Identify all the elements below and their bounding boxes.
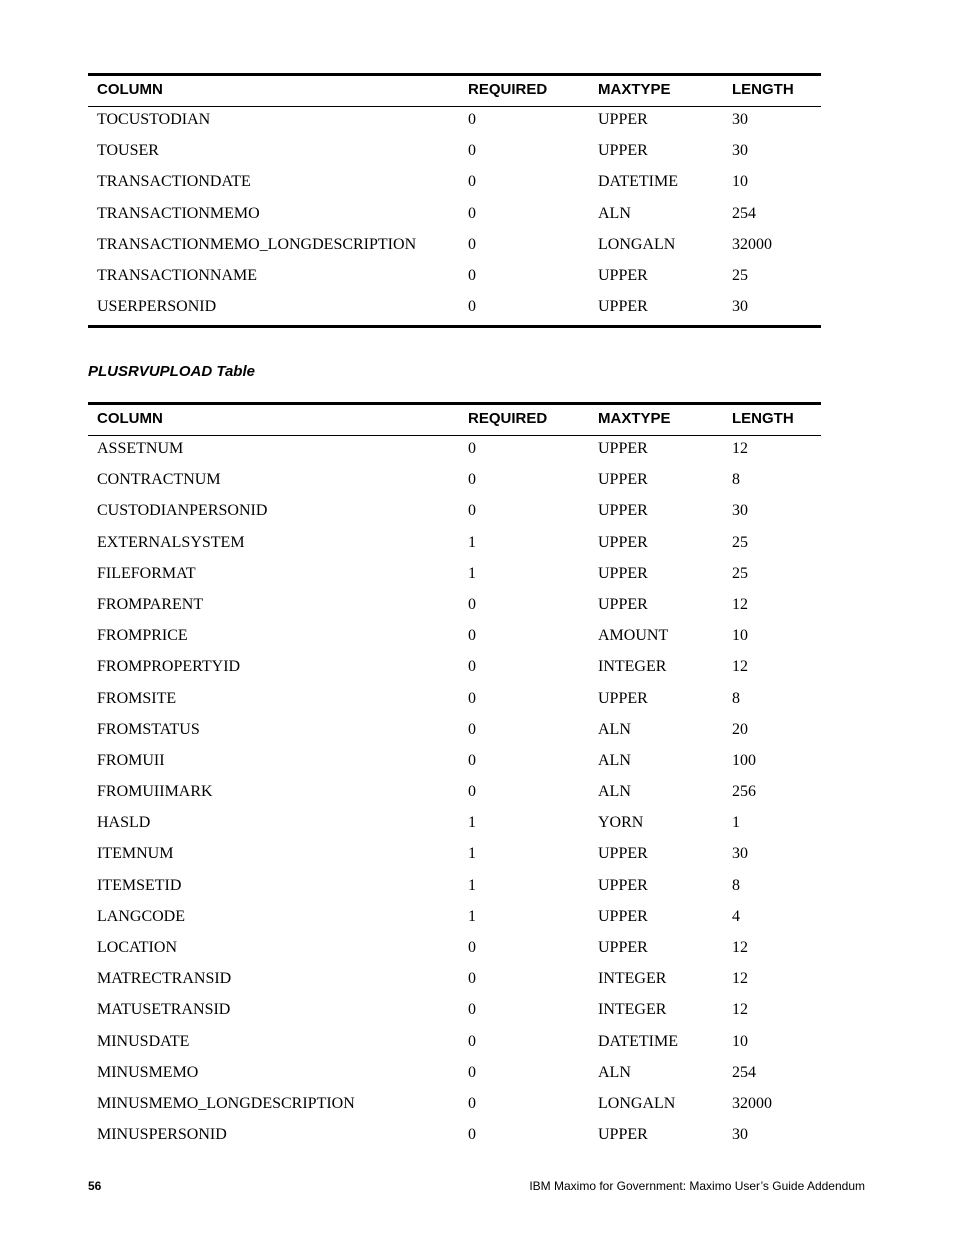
cell-required: 0 — [468, 720, 476, 738]
table-caption: PLUSRVUPLOAD Table — [88, 363, 255, 380]
cell-length: 30 — [732, 1126, 748, 1144]
cell-column: CONTRACTNUM — [97, 471, 221, 489]
table-row — [88, 841, 821, 872]
cell-column: FROMPARENT — [97, 595, 204, 613]
cell-maxtype: UPPER — [598, 876, 648, 894]
table-row — [88, 717, 821, 748]
cell-maxtype: UPPER — [598, 533, 648, 551]
cell-required: 0 — [468, 235, 476, 253]
cell-required: 0 — [468, 1063, 476, 1081]
cell-maxtype: UPPER — [598, 440, 648, 457]
cell-maxtype: UPPER — [598, 471, 648, 489]
cell-required: 0 — [468, 471, 476, 489]
cell-maxtype: YORN — [598, 814, 644, 832]
table-top — [88, 73, 821, 328]
cell-column: FILEFORMAT — [97, 564, 196, 582]
cell-column: ITEMSETID — [97, 876, 182, 894]
cell-column: HASLD — [97, 814, 151, 832]
cell-maxtype: ALN — [598, 751, 631, 769]
cell-maxtype: UPPER — [598, 142, 648, 160]
cell-required: 0 — [468, 658, 476, 676]
cell-column: MINUSMEMO_LONGDESCRIPTION — [97, 1094, 355, 1112]
cell-length: 12 — [732, 939, 748, 956]
cell-maxtype: UPPER — [598, 266, 648, 284]
cell-length: 12 — [732, 1001, 748, 1019]
cell-length: 10 — [732, 173, 748, 191]
cell-length: 100 — [732, 751, 756, 769]
table-row — [88, 623, 821, 654]
cell-length: 25 — [732, 564, 748, 582]
cell-length: 25 — [732, 266, 748, 284]
cell-length: 30 — [732, 142, 748, 160]
cell-column: LANGCODE — [97, 907, 185, 925]
table-row — [88, 561, 821, 592]
cell-required: 0 — [468, 204, 476, 222]
cell-required: 0 — [468, 970, 476, 988]
cell-length: 12 — [732, 970, 748, 988]
cell-maxtype: ALN — [598, 783, 631, 801]
cell-length: 4 — [732, 907, 740, 925]
table-row — [88, 935, 821, 966]
cell-maxtype: UPPER — [598, 689, 648, 707]
cell-required: 0 — [468, 939, 476, 956]
cell-required: 0 — [468, 689, 476, 707]
table-row — [88, 779, 821, 810]
table-row — [88, 1060, 821, 1091]
cell-required: 0 — [468, 1094, 476, 1112]
cell-maxtype: UPPER — [598, 564, 648, 582]
cell-length: 10 — [732, 627, 748, 645]
cell-required: 1 — [468, 907, 476, 925]
table-row — [88, 904, 821, 935]
cell-column: MATUSETRANSID — [97, 1001, 231, 1019]
cell-length: 8 — [732, 471, 740, 489]
cell-column: TRANSACTIONNAME — [97, 266, 257, 284]
cell-maxtype: ALN — [598, 1063, 631, 1081]
table-row — [88, 436, 821, 467]
cell-maxtype: DATETIME — [598, 1032, 678, 1050]
cell-maxtype: UPPER — [598, 298, 648, 316]
cell-column: FROMUII — [97, 751, 165, 769]
cell-length: 20 — [732, 720, 748, 738]
cell-column: TRANSACTIONMEMO_LONGDESCRIPTION — [97, 235, 417, 253]
cell-length: 12 — [732, 658, 748, 676]
cell-column: FROMUIIMARK — [97, 783, 213, 801]
cell-maxtype: UPPER — [598, 907, 648, 925]
table-header — [88, 73, 821, 107]
table-body — [88, 107, 821, 328]
cell-required: 0 — [468, 298, 476, 316]
table-row — [88, 997, 821, 1028]
cell-column: CUSTODIANPERSONID — [97, 502, 268, 520]
cell-column: LOCATION — [97, 939, 177, 956]
cell-required: 1 — [468, 814, 476, 832]
cell-required: 1 — [468, 564, 476, 582]
table-row — [88, 686, 821, 717]
cell-maxtype: UPPER — [598, 939, 648, 956]
cell-required: 0 — [468, 783, 476, 801]
cell-maxtype: UPPER — [598, 111, 648, 128]
cell-column: TRANSACTIONDATE — [97, 173, 251, 191]
table-row — [88, 498, 821, 529]
cell-maxtype: ALN — [598, 720, 631, 738]
cell-length: 12 — [732, 440, 748, 457]
cell-column: TOCUSTODIAN — [97, 111, 211, 128]
cell-length: 30 — [732, 502, 748, 520]
cell-required: 0 — [468, 751, 476, 769]
cell-required: 0 — [468, 1126, 476, 1144]
cell-required: 0 — [468, 1032, 476, 1050]
cell-required: 0 — [468, 627, 476, 645]
cell-maxtype: UPPER — [598, 502, 648, 520]
cell-length: 32000 — [732, 1094, 772, 1112]
page-number: 56 — [88, 1179, 102, 1193]
cell-column: MINUSPERSONID — [97, 1126, 227, 1144]
cell-required: 1 — [468, 845, 476, 863]
cell-maxtype: INTEGER — [598, 970, 667, 988]
cell-maxtype: INTEGER — [598, 658, 667, 676]
cell-maxtype: AMOUNT — [598, 627, 669, 645]
table-row — [88, 748, 821, 779]
cell-required: 0 — [468, 502, 476, 520]
cell-length: 8 — [732, 876, 740, 894]
cell-maxtype: UPPER — [598, 845, 648, 863]
table-row — [88, 530, 821, 561]
cell-required: 0 — [468, 440, 476, 457]
cell-required: 0 — [468, 266, 476, 284]
header-maxtype: MAXTYPE — [598, 410, 671, 427]
cell-column: ITEMNUM — [97, 845, 174, 863]
cell-length: 25 — [732, 533, 748, 551]
cell-column: FROMPROPERTYID — [97, 658, 241, 676]
cell-required: 1 — [468, 876, 476, 894]
cell-maxtype: UPPER — [598, 595, 648, 613]
cell-column: MATRECTRANSID — [97, 970, 232, 988]
cell-required: 0 — [468, 173, 476, 191]
table-header — [88, 402, 821, 436]
cell-length: 30 — [732, 298, 748, 316]
header-column: COLUMN — [97, 410, 163, 427]
cell-length: 254 — [732, 204, 756, 222]
header-required: REQUIRED — [468, 410, 548, 427]
cell-length: 32000 — [732, 235, 772, 253]
cell-column: FROMSITE — [97, 689, 177, 707]
table-row — [88, 810, 821, 841]
table-row — [88, 1091, 821, 1122]
cell-length: 30 — [732, 845, 748, 863]
cell-maxtype: UPPER — [598, 1126, 648, 1144]
cell-maxtype: LONGALN — [598, 235, 676, 253]
table-row — [88, 592, 821, 623]
table-row — [88, 1029, 821, 1060]
table-row — [88, 201, 821, 232]
cell-maxtype: ALN — [598, 204, 631, 222]
header-required: REQUIRED — [468, 81, 548, 98]
cell-column: TRANSACTIONMEMO — [97, 204, 260, 222]
cell-required: 1 — [468, 533, 476, 551]
table-body — [88, 436, 821, 1153]
cell-length: 1 — [732, 814, 740, 832]
cell-column: ASSETNUM — [97, 440, 184, 457]
table-row — [88, 966, 821, 997]
footer-title: IBM Maximo for Government: Maximo User’s Guide Addendum — [529, 1179, 865, 1193]
header-length: LENGTH — [732, 81, 794, 98]
cell-length: 30 — [732, 111, 748, 128]
table-row — [88, 169, 821, 200]
table-row — [88, 107, 821, 138]
table-row — [88, 1122, 821, 1153]
table-row — [88, 232, 821, 263]
cell-required: 0 — [468, 142, 476, 160]
cell-maxtype: LONGALN — [598, 1094, 676, 1112]
cell-maxtype: INTEGER — [598, 1001, 667, 1019]
cell-maxtype: DATETIME — [598, 173, 678, 191]
cell-column: MINUSDATE — [97, 1032, 190, 1050]
cell-length: 254 — [732, 1063, 756, 1081]
header-length: LENGTH — [732, 410, 794, 427]
cell-length: 256 — [732, 783, 756, 801]
table-row — [88, 654, 821, 685]
table-plusrvupload — [88, 402, 821, 1153]
table-row — [88, 294, 821, 325]
cell-column: FROMPRICE — [97, 627, 188, 645]
cell-required: 0 — [468, 1001, 476, 1019]
table-row — [88, 263, 821, 294]
table-row — [88, 138, 821, 169]
table-row — [88, 467, 821, 498]
table-row — [88, 873, 821, 904]
header-maxtype: MAXTYPE — [598, 81, 671, 98]
cell-required: 0 — [468, 595, 476, 613]
cell-column: EXTERNALSYSTEM — [97, 533, 245, 551]
cell-column: MINUSMEMO — [97, 1063, 199, 1081]
cell-length: 12 — [732, 595, 748, 613]
cell-column: TOUSER — [97, 142, 159, 160]
cell-column: FROMSTATUS — [97, 720, 200, 738]
cell-length: 8 — [732, 689, 740, 707]
cell-length: 10 — [732, 1032, 748, 1050]
header-column: COLUMN — [97, 81, 163, 98]
cell-column: USERPERSONID — [97, 298, 217, 316]
cell-required: 0 — [468, 111, 476, 128]
